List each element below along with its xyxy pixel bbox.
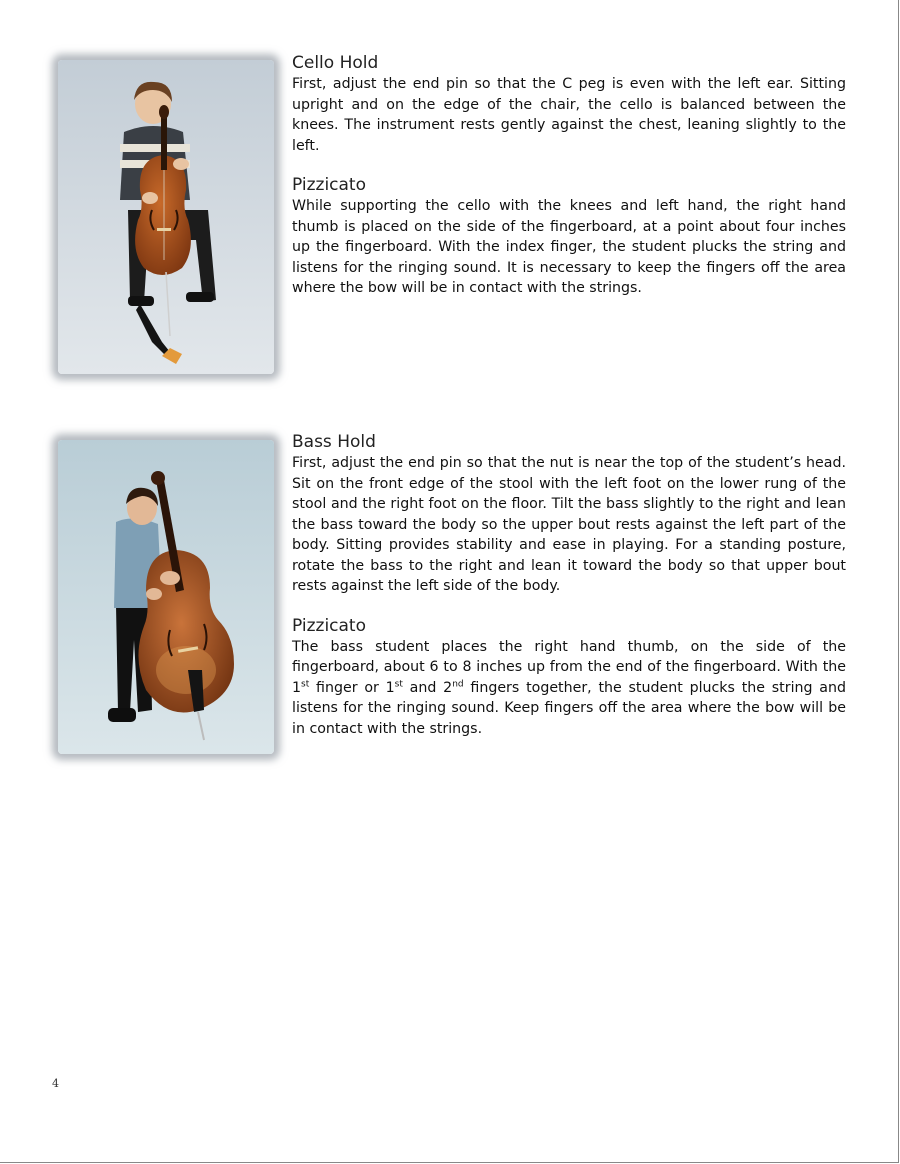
bass-pizz-text-2: finger or 1	[309, 679, 395, 696]
bass-pizz-text-4: fingers together, the student plucks the string and listens for the ringing sound. Keep fingers off the area where the bow will be in contact with the strings.	[292, 679, 846, 737]
ordinal-superscript: st	[394, 678, 403, 689]
bass-section	[292, 431, 846, 739]
cello-hold-photo	[58, 60, 274, 374]
bass-pizzicato-heading: Pizzicato	[292, 615, 367, 636]
page-number: 4	[52, 1077, 59, 1090]
cello-hold-paragraph: First, adjust the end pin so that the C peg is even with the left ear. Sitting upright and on the edge of the chair, the cello is balanced between the knees. The instrument rests gently against the chest, leaning slightly to the left.	[292, 76, 846, 154]
cello-pizzicato-heading: Pizzicato	[292, 175, 367, 195]
bass-hold-paragraph: First, adjust the end pin so that the nut is near the top of the student’s head. Sit on the front edge of the stool with the left foot on the lower rung of the stool and the right foot on the floor. Tilt the bass slightly to the right and lean the bass toward the body so the upper bout rests against the left part of the body. Sitting provides stability and ease in playing. For a standing posture, rotate the bass to the right and lean it toward the body so that upper bout rests against the left side of the body.	[292, 455, 846, 594]
ordinal-superscript: st	[301, 678, 310, 689]
cello-player-illustration	[58, 60, 274, 374]
ordinal-superscript: nd	[452, 678, 464, 689]
bass-pizz-text-3: and 2	[402, 679, 453, 696]
bass-player-illustration	[58, 440, 274, 754]
cello-pizzicato-paragraph: While supporting the cello with the knees and left hand, the right hand thumb is placed on the side of the fingerboard, at a point about four inches up the fingerboard. With the index finger, the student plucks the string and listens for the ringing sound. It is necessary to keep the fingers off the area where the bow will be in contact with the strings.	[292, 198, 846, 296]
bass-hold-photo	[58, 440, 274, 754]
bass-pizz-text-1: The bass student places the right hand thumb, on the side of the fingerboard, about 6 to 8 inches up from the end of the fingerboard. With the 1	[292, 638, 846, 696]
bass-pizzicato-paragraph	[292, 637, 846, 740]
bass-hold-heading: Bass Hold	[292, 432, 376, 452]
cello-hold-heading: Cello Hold	[292, 53, 379, 73]
cello-section	[292, 52, 846, 299]
